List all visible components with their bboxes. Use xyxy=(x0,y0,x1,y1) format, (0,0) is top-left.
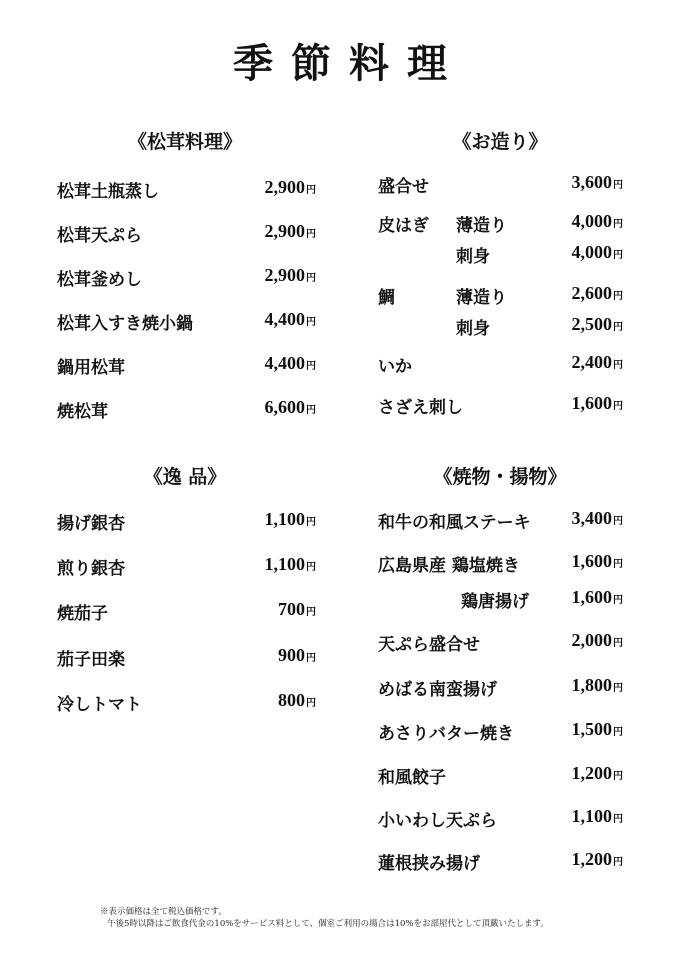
menu-item: 焼松茸 xyxy=(57,402,108,422)
section-title-matsutake: 《松茸料理》 xyxy=(127,131,242,153)
menu-price: 1,100円 xyxy=(571,806,623,826)
menu-item: 揚げ銀杏 xyxy=(57,514,125,534)
menu-price: 1,600円 xyxy=(571,551,623,571)
menu-item-sub: 薄造り xyxy=(456,216,507,236)
menu-item: 盛合せ xyxy=(378,177,429,197)
menu-price: 4,000円 xyxy=(571,211,623,231)
menu-price: 4,400円 xyxy=(264,309,316,329)
menu-price: 1,800円 xyxy=(571,675,623,695)
menu-price: 4,000円 xyxy=(571,242,623,262)
menu-price: 1,500円 xyxy=(571,719,623,739)
menu-item: 煎り銀杏 xyxy=(57,559,125,579)
menu-item: あさりバター焼き xyxy=(378,724,514,744)
menu-item: 鍋用松茸 xyxy=(57,358,125,378)
menu-item-sub: 刺身 xyxy=(456,319,490,339)
menu-price: 3,600円 xyxy=(571,172,623,192)
menu-price: 800円 xyxy=(278,690,316,710)
menu-item: 皮はぎ xyxy=(378,216,429,236)
menu-item: 天ぷら盛合せ xyxy=(378,635,480,655)
menu-price: 1,600円 xyxy=(571,587,623,607)
footnote-service: 午後5時以降はご飲食代金の10%をサービス料として、個室ご利用の場合は10%をお部屋代として頂戴いたします。 xyxy=(107,919,549,929)
menu-price: 2,900円 xyxy=(264,177,316,197)
menu-price: 900円 xyxy=(278,645,316,665)
menu-item: 鶏唐揚げ xyxy=(461,592,529,612)
menu-item: 和風餃子 xyxy=(378,768,446,788)
menu-price: 2,500円 xyxy=(571,314,623,334)
menu-item: 焼茄子 xyxy=(57,604,108,624)
section-title-otsukuri: 《お造り》 xyxy=(452,131,548,153)
menu-price: 2,900円 xyxy=(264,221,316,241)
menu-price: 3,400円 xyxy=(571,508,623,528)
menu-item: 小いわし天ぷら xyxy=(378,811,497,831)
section-title-ippin: 《逸 品》 xyxy=(143,466,227,488)
menu-price: 1,200円 xyxy=(571,763,623,783)
menu-item: 松茸天ぷら xyxy=(57,226,142,246)
menu-price: 700円 xyxy=(278,599,316,619)
menu-price: 1,200円 xyxy=(571,849,623,869)
menu-item: 冷しトマト xyxy=(57,695,142,715)
menu-item: 鯛 xyxy=(378,288,395,308)
menu-price: 4,400円 xyxy=(264,353,316,373)
menu-item: めばる南蛮揚げ xyxy=(378,680,497,700)
menu-price: 2,900円 xyxy=(264,265,316,285)
page-title: 季節料理 xyxy=(233,40,465,87)
menu-price: 2,400円 xyxy=(571,352,623,372)
menu-price: 6,600円 xyxy=(264,397,316,417)
menu-item: 松茸土瓶蒸し xyxy=(57,182,159,202)
menu-price: 1,600円 xyxy=(571,393,623,413)
menu-item: 茄子田楽 xyxy=(57,650,125,670)
menu-item: 広島県産 鶏塩焼き xyxy=(378,556,520,576)
menu-item: さざえ刺し xyxy=(378,398,463,418)
menu-price: 1,100円 xyxy=(264,509,316,529)
menu-price: 2,600円 xyxy=(571,283,623,303)
menu-item: いか xyxy=(378,357,412,377)
menu-item: 松茸入すき焼小鍋 xyxy=(57,314,193,334)
menu-item: 和牛の和風ステーキ xyxy=(378,513,531,533)
menu-item: 蓮根挟み揚げ xyxy=(378,854,480,874)
menu-item-sub: 刺身 xyxy=(456,247,490,267)
menu-item-sub: 薄造り xyxy=(456,288,507,308)
footnote-tax: ※表示価格は全て税込価格です。 xyxy=(100,907,227,917)
menu-item: 松茸釜めし xyxy=(57,270,142,290)
menu-price: 1,100円 xyxy=(264,554,316,574)
section-title-yakimono: 《焼物・揚物》 xyxy=(433,466,567,488)
menu-price: 2,000円 xyxy=(571,630,623,650)
